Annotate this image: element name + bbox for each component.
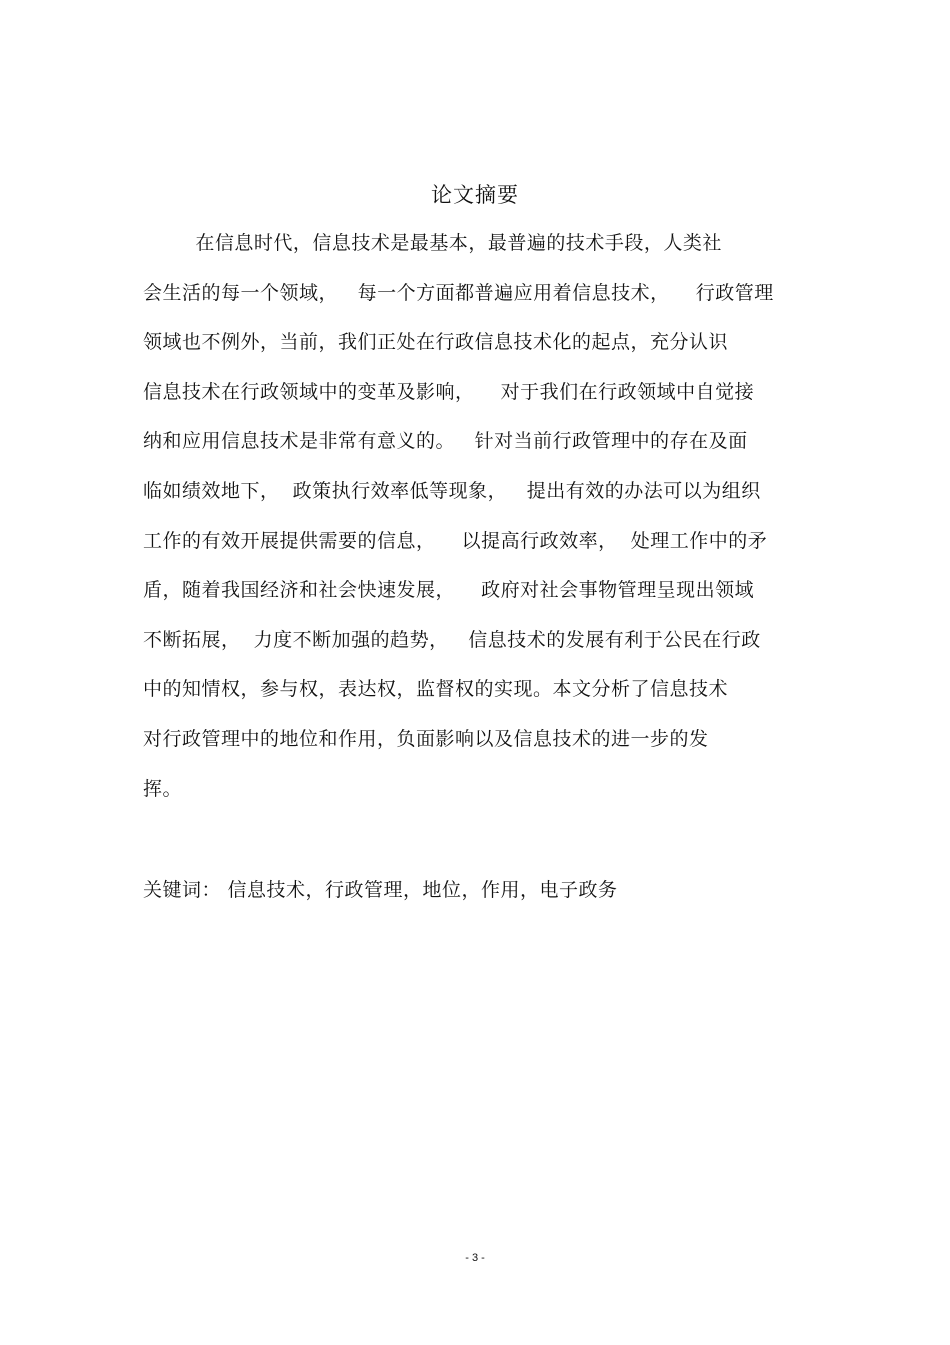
page-number: - 3 - [465,1252,485,1264]
abstract-line: 临如绩效地下， 政策执行效率低等现象， 提出有效的办法可以为组织 [143,479,761,502]
abstract-line: 信息技术在行政领域中的变革及影响， 对于我们在行政领域中自觉接 [143,380,755,403]
page-title: 论文摘要 [431,183,519,207]
keywords-line: 关键词： 信息技术，行政管理，地位，作用，电子政务 [143,879,618,901]
abstract-line: 对行政管理中的地位和作用，负面影响以及信息技术的进一步的发 [143,727,709,750]
abstract-line: 纳和应用信息技术是非常有意义的。 针对当前行政管理中的存在及面 [143,430,748,453]
abstract-line: 会生活的每一个领域， 每一个方面都普遍应用着信息技术， 行政管理 [143,281,774,304]
abstract-line: 领域也不例外，当前，我们正处在行政信息技术化的起点，充分认识 [143,331,729,354]
abstract-line: 盾，随着我国经济和社会快速发展， 政府对社会事物管理呈现出领域 [143,579,755,602]
abstract-line: 工作的有效开展提供需要的信息， 以提高行政效率， 处理工作中的矛 [143,529,768,552]
abstract-line: 中的知情权，参与权，表达权，监督权的实现。本文分析了信息技术 [143,678,729,701]
abstract-line: 在信息时代，信息技术是最基本，最普遍的技术手段，人类社 [143,232,722,254]
abstract-body [143,225,823,820]
abstract-line: 不断拓展， 力度不断加强的趋势， 信息技术的发展有利于公民在行政 [143,628,761,651]
abstract-line: 挥。 [143,777,183,800]
